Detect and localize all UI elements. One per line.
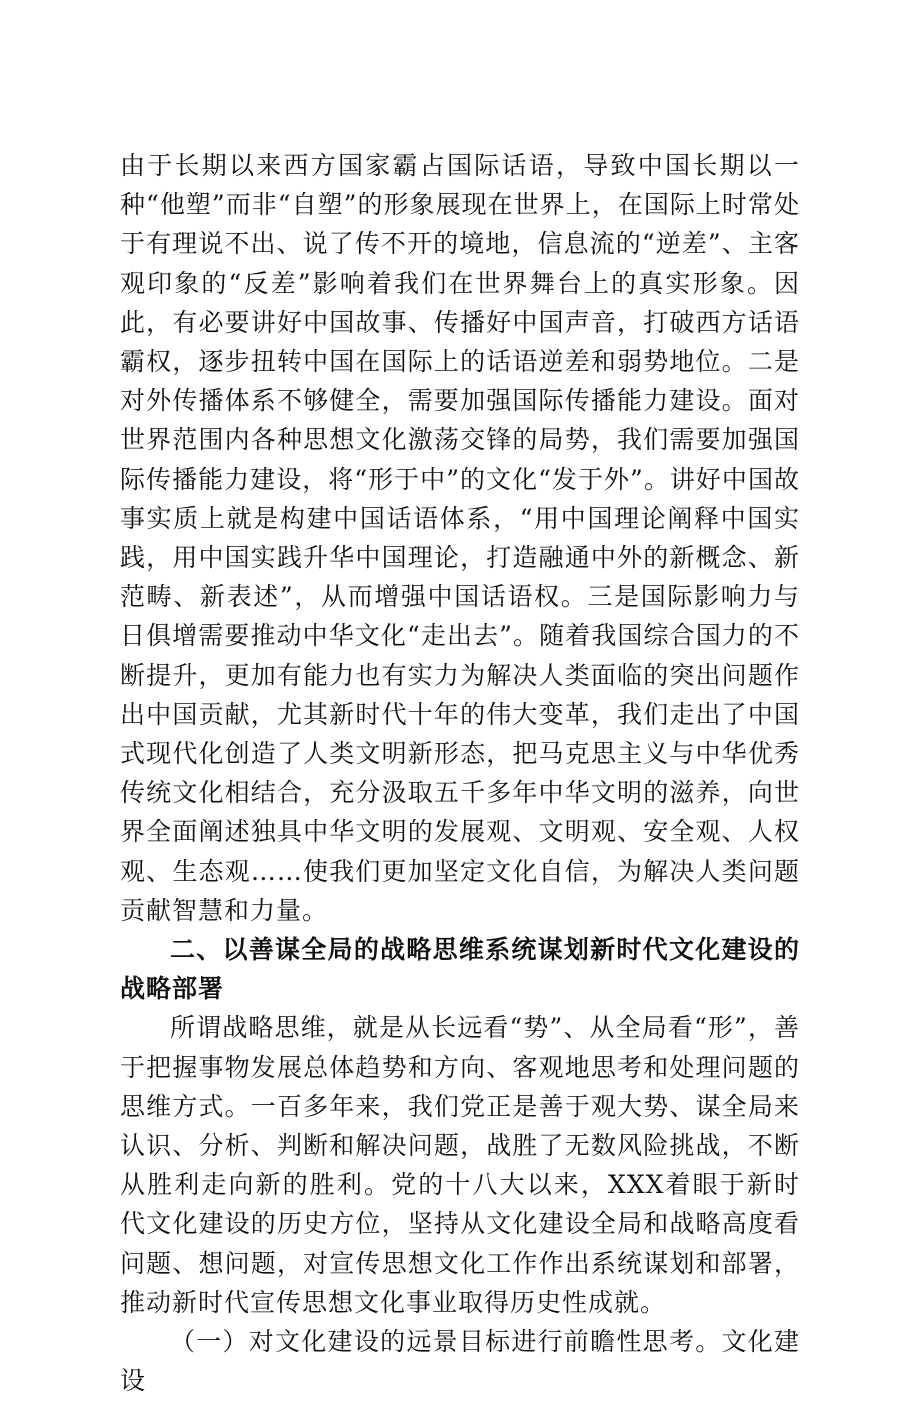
subsection-paragraph: （一）对文化建设的远景目标进行前瞻性思考。文化建设 — [120, 1327, 800, 1396]
body-paragraph-strategic-thinking: 所谓战略思维，就是从长远看“势”、从全局看“形”，善于把握事物发展总体趋势和方向、客观地思考和处理问题的思维方式。一百多年来，我们党正是善于观大势、谋全局来认识、分析、判断和解决问题，战胜了无数风险挑战，不断从胜利走向新的胜利。党的十八大以来，XXX着眼于新时代文化建设的历史方位，坚持从文化建设全局和战略高度看问题、想问题，对宣传思想文化工作作出系统谋划和部署，推动新时代宣传思想文化事业取得历史性成就。 — [120, 1013, 800, 1317]
document-body — [120, 146, 800, 1401]
section-heading: 二、以善谋全局的战略思维系统谋划新时代文化建设的战略部署 — [120, 935, 800, 1004]
body-paragraph-continued: 由于长期以来西方国家霸占国际话语，导致中国长期以一种“他塑”而非“自塑”的形象展现在世界上，在国际上时常处于有理说不出、说了传不开的境地，信息流的“逆差”、主客观印象的“反差”影响着我们在世界舞台上的真实形象。因此，有必要讲好中国故事、传播好中国声音，打破西方话语霸权，逐步扭转中国在国际上的话语逆差和弱势地位。二是对外传播体系不够健全，需要加强国际传播能力建设。面对世界范围内各种思想文化激荡交锋的局势，我们需要加强国际传播能力建设，将“形于中”的文化“发于外”。讲好中国故事实质上就是构建中国话语体系，“用中国理论阐释中国实践，用中国实践升华中国理论，打造融通中外的新概念、新范畴、新表述”，从而增强中国话语权。三是国际影响力与日俱增需要推动中华文化“走出去”。随着我国综合国力的不断提升，更加有能力也有实力为解决人类面临的突出问题作出中国贡献，尤其新时代十年的伟大变革，我们走出了中国式现代化创造了人类文明新形态，把马克思主义与中华优秀传统文化相结合，充分汲取五千多年中华文明的滋养，向世界全面阐述独具中华文明的发展观、文明观、安全观、人权观、生态观……使我们更加坚定文化自信，为解决人类问题贡献智慧和力量。 — [120, 151, 800, 925]
